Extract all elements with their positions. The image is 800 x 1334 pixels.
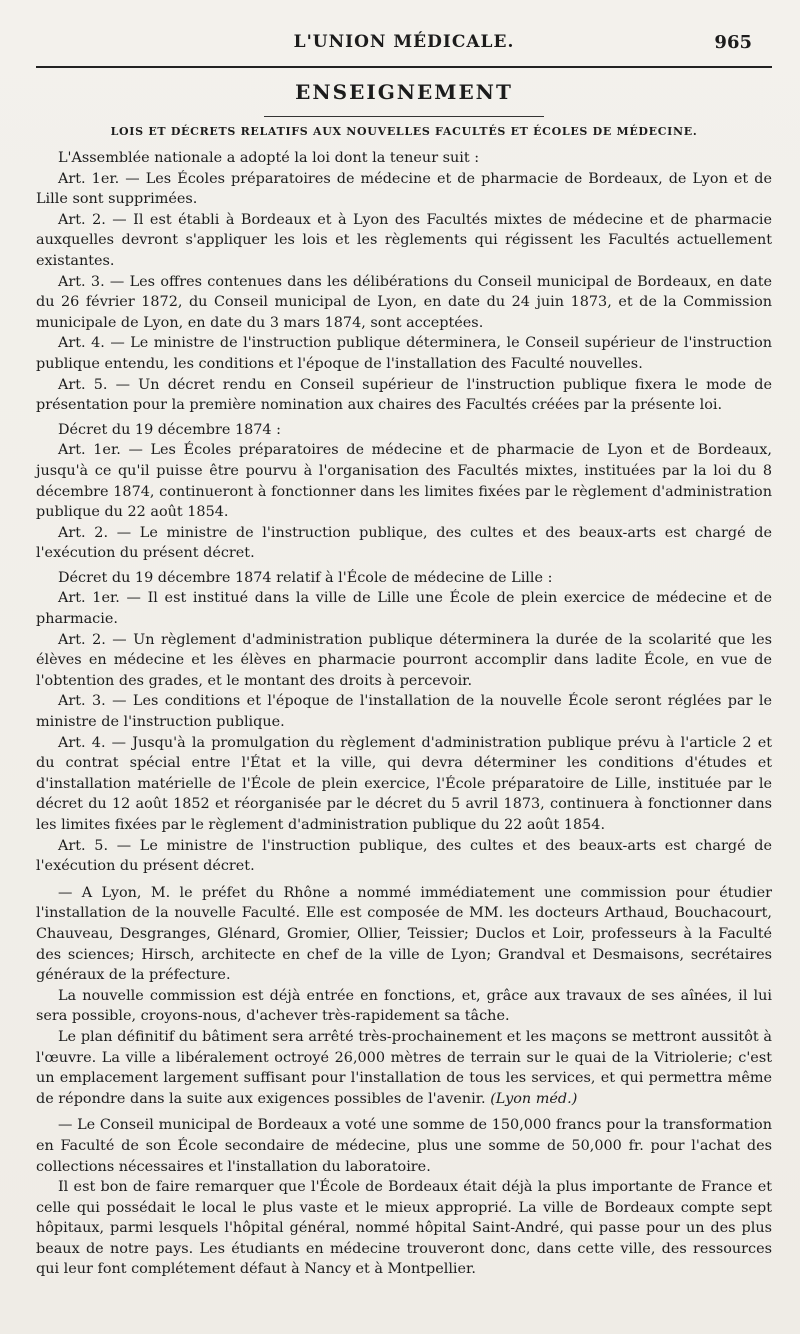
decree-2-article-3: Art. 3. — Les conditions et l'époque de l'installation de la nouvelle École seront réglées par le ministre de l'instruction publique. xyxy=(36,693,772,731)
running-header xyxy=(36,28,772,58)
law-article-4: Art. 4. — Le ministre de l'instruction publique déterminera, le Conseil supérieur de l'instruction publique entendu, les conditions et l'époque de l'installation des Faculté nouvelles. xyxy=(36,335,772,372)
lyon-news-paragraph-2: La nouvelle commission est déjà entrée en fonctions, et, grâce aux travaux de ses aînées, il lui sera possible, croyons-nous, d'achever très-rapidement sa tâche. xyxy=(36,987,772,1025)
law-article-1: Art. 1er. — Les Écoles préparatoires de médecine et de pharmacie de Bordeaux, de Lyon et de Lille sont supprimées. xyxy=(36,170,772,208)
law-intro: L'Assemblée nationale a adopté la loi dont la teneur suit : xyxy=(58,150,480,166)
page-number: 965 xyxy=(714,32,752,53)
decree-1-article-1: Art. 1er. — Les Écoles préparatoires de médecine et de pharmacie de Lyon et de Bordeaux, jusqu'à ce qu'il puisse être pourvu à l'organisation des Facultés mixtes, instituées par la loi du 8 décembre 1874, continueront à fonctionner dans les limites fixées par le règlement d'administration publique du 22 août 1854. xyxy=(36,442,772,521)
running-title: L'UNION MÉDICALE. xyxy=(293,32,515,52)
bordeaux-news-paragraph-2: Il est bon de faire remarquer que l'École de Bordeaux était déjà la plus importante de France et celle qui possédait le local le plus vaste et le mieux approprié. La ville de Bordeaux compte sept hôpitaux, parmi lesquels l'hôpital général, nommé hôpital Saint-André, qui passe pour un des plus beaux de notre pays. Les étudiants en médecine trouveront donc, dans cette ville, des ressources qui leur font complétement défaut à Nancy et à Montpellier. xyxy=(36,1179,772,1278)
law-article-5: Art. 5. — Un décret rendu en Conseil supérieur de l'instruction publique fixera le mode de présentation pour la première nomination aux chaires des Facultés créées par la présente loi. xyxy=(36,376,772,414)
lyon-news-paragraph-3-text: Le plan définitif du bâtiment sera arrêté très-prochainement et les maçons se mettront aussitôt à l'œuvre. La ville a libéralement octroyé 26,000 mètres de terrain sur le quai de la Vitriolerie; c'est un emplacement largement suffisant pour l'installation de tous les services, et qui permettra même de répondre dans la suite aux exigences possibles de l'avenir. xyxy=(36,1028,772,1107)
lyon-news-paragraph-1: — A Lyon, M. le préfet du Rhône a nommé immédiatement une commission pour étudier l'installation de la nouvelle Faculté. Elle est composée de MM. les docteurs Arthaud, Bouchacourt, Chauveau, Desgranges, Glénard, Gromier, Ollier, Teissier; Duclos et Loir, professeurs à la Faculté des sciences; Hirsch, architecte en chef de la ville de Lyon; Grandval et Desmaisons, secrétaires généraux de la préfecture. xyxy=(36,884,772,984)
law-article-2: Art. 2. — Il est établi à Bordeaux et à Lyon des Facultés mixtes de médecine et de pharmacie auxquelles devront s'appliquer les lois et les règlements qui régissent les Facultés actuellement existantes. xyxy=(36,211,772,269)
section-rule xyxy=(264,116,544,117)
decree-2-article-2: Art. 2. — Un règlement d'administration publique déterminera la durée de la scolarité que les élèves en médecine et les élèves en pharmacie pourront accomplir dans ladite École, en vue de l'obtention des grades, et le montant des droits à percevoir. xyxy=(36,631,772,689)
decree-1-article-2: Art. 2. — Le ministre de l'instruction publique, des cultes et des beaux-arts est chargé de l'exécution du présent décret. xyxy=(36,524,772,562)
bordeaux-news-paragraph-1: — Le Conseil municipal de Bordeaux a voté une somme de 150,000 francs pour la transformation en Faculté de son École secondaire de médecine, plus une somme de 50,000 fr. pour l'achat des collections nécessaires et l'installation du laboratoire. xyxy=(36,1117,772,1175)
decree-2-article-4: Art. 4. — Jusqu'à la promulgation du règlement d'administration publique prévu à l'article 2 et du contrat spécial entre l'État et la ville, qui devra déterminer les conditions d'études et d'installation matérielle de l'École de plein exercice, l'École préparatoire de Lille, instituée par le décret du 12 août 1852 et réorganisée par le décret du 5 avril 1873, continuera à fonctionner dans les limites fixées par le règlement d'administration publique du 22 août 1854. xyxy=(36,734,772,833)
section-subtitle: LOIS ET DÉCRETS RELATIFS AUX NOUVELLES FACULTÉS ET ÉCOLES DE MÉDECINE. xyxy=(110,125,698,138)
law-article-3: Art. 3. — Les offres contenues dans les délibérations du Conseil municipal de Bordeaux, en date du 26 février 1872, du Conseil municipal de Lyon, en date du 24 juin 1873, et de la Commission municipale de Lyon, en date du 3 mars 1874, sont acceptées. xyxy=(36,273,772,331)
decree-1-title: Décret du 19 décembre 1874 : xyxy=(58,421,281,438)
lyon-news-source: (Lyon méd.) xyxy=(490,1090,578,1107)
decree-2-article-5: Art. 5. — Le ministre de l'instruction publique, des cultes et des beaux-arts est chargé de l'exécution du présent décret. xyxy=(36,837,772,875)
header-rule xyxy=(36,66,772,68)
section-title: ENSEIGNEMENT xyxy=(295,80,513,104)
lyon-news-paragraph-3 xyxy=(36,1027,772,1109)
decree-2-title: Décret du 19 décembre 1874 relatif à l'École de médecine de Lille : xyxy=(58,569,553,586)
decree-2-article-1: Art. 1er. — Il est institué dans la ville de Lille une École de plein exercice de médecine et de pharmacie. xyxy=(36,590,772,628)
